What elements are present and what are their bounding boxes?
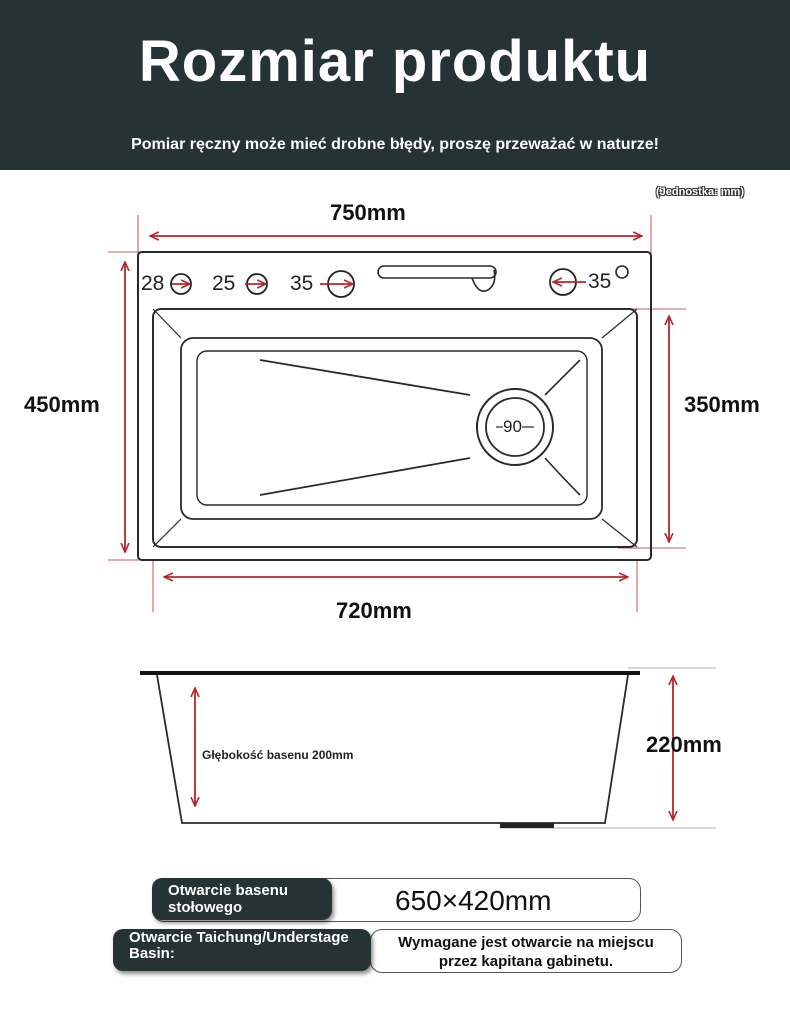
sink-inner-rim <box>153 309 637 547</box>
height-350-label: 350mm <box>684 392 760 417</box>
spec-label-countertop: Otwarcie basenu stołowego <box>152 878 332 920</box>
knife-slot <box>378 266 496 278</box>
spec-row-undermount <box>370 929 682 973</box>
drain-channel-top <box>260 360 470 395</box>
hole-28-label: 28 <box>141 272 165 295</box>
basin-depth-label: Głębokość basenu 200mm <box>202 748 354 762</box>
drain-label: 90 <box>503 417 522 436</box>
sink-basin <box>181 338 602 519</box>
spec-value-countertop: 650×420mm <box>395 885 552 916</box>
sink-outer-rim <box>138 252 651 560</box>
page-title: Rozmiar produktu <box>138 29 652 94</box>
hole-35b-label: 35 <box>588 270 612 293</box>
overflow-hole <box>616 266 628 278</box>
drain-stub <box>500 823 554 828</box>
width-750-label: 750mm <box>330 200 406 225</box>
sink-top-view <box>138 252 651 560</box>
drain-channel-bottom <box>260 458 470 495</box>
spec-label-undermount: Otwarcie Taichung/Understage Basin: <box>113 929 371 971</box>
page-subtitle: Pomiar ręczny może mieć drobne błędy, proszę przeważać w naturze! <box>131 136 659 153</box>
unit-note: (Jednostka: mm) <box>655 186 745 198</box>
sink-basin-floor <box>197 351 587 505</box>
height-450-label: 450mm <box>24 392 100 417</box>
spec-value-undermount: Wymagane jest otwarcie na miejscu przez kapitana gabinetu. <box>398 934 654 970</box>
hole-35a-label: 35 <box>290 272 314 295</box>
width-720-label: 720mm <box>336 598 412 623</box>
hole-25-label: 25 <box>212 272 236 295</box>
height-220-label: 220mm <box>646 732 722 757</box>
